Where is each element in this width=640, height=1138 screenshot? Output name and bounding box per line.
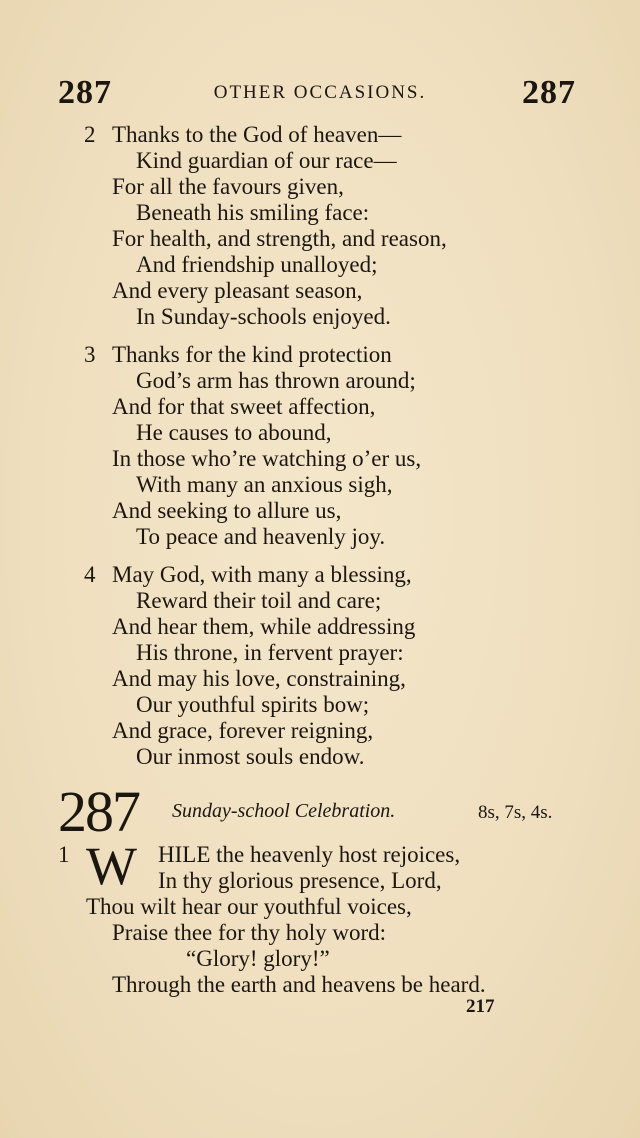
verse-line <box>0 472 640 498</box>
verse-line <box>0 640 640 666</box>
verse-line <box>0 666 640 692</box>
verse-line-text: And for that sweet affection, <box>112 394 376 419</box>
verse-line-text: In those who’re watching o’er us, <box>112 446 422 471</box>
verse-line <box>0 588 640 614</box>
hymn-title: Sunday-school Celebration. <box>172 800 396 822</box>
verse-line-text: Kind guardian of our race— <box>136 148 397 173</box>
verse-2 <box>0 122 640 330</box>
header-section-title: OTHER OCCASIONS. <box>213 82 427 103</box>
verse-line <box>0 226 640 252</box>
verse-number: 3 <box>84 342 96 367</box>
verse-line-text: Praise thee for thy holy word: <box>112 920 387 945</box>
verse-line-text: And seeking to allure us, <box>112 498 342 523</box>
verse-line <box>0 972 640 998</box>
verse-number: 2 <box>84 122 96 147</box>
verse-line-text: May God, with many a blessing, <box>112 562 412 587</box>
verse-line-text: Through the earth and heavens be heard. <box>112 972 486 997</box>
verse-line-text: Beneath his smiling face: <box>136 200 370 225</box>
verse-line-text: For all the favours given, <box>112 174 344 199</box>
verse-line <box>0 394 640 420</box>
verse-line <box>0 122 640 148</box>
verse-line-text: And grace, forever reigning, <box>112 718 374 743</box>
verse-line-text: Thou wilt hear our youthful voices, <box>86 894 412 919</box>
verse-line <box>0 614 640 640</box>
header-hymn-number-right: 287 <box>522 74 576 111</box>
verse-line <box>0 420 640 446</box>
verse-line-text: To peace and heavenly joy. <box>136 524 386 549</box>
verse-line <box>0 278 640 304</box>
verse-line-text: HILE the heavenly host rejoices, <box>158 842 461 867</box>
verse-3 <box>0 342 640 550</box>
verse-line <box>0 148 640 174</box>
page-number: 217 <box>466 996 495 1017</box>
verse-line <box>0 894 640 920</box>
verse-line-text: Thanks to the God of heaven— <box>112 122 402 147</box>
verse-line-text: God’s arm has thrown around; <box>136 368 416 393</box>
verse-line <box>0 744 640 770</box>
verse-line-text: And hear them, while addressing <box>112 614 416 639</box>
verse-line <box>0 304 640 330</box>
verse-4 <box>0 562 640 770</box>
verse-number: 1 <box>58 842 70 867</box>
verse-line-text: Reward their toil and care; <box>136 588 382 613</box>
verse-number: 4 <box>84 562 96 587</box>
hymn-verse-1 <box>0 836 640 998</box>
verse-line-text: In Sunday-schools enjoyed. <box>136 304 391 329</box>
verse-line-text: With many an anxious sigh, <box>136 472 393 497</box>
verse-line <box>0 498 640 524</box>
verse-line <box>0 342 640 368</box>
verse-line-text: In thy glorious presence, Lord, <box>158 868 442 893</box>
verse-line-text: His throne, in fervent prayer: <box>136 640 404 665</box>
running-header <box>0 72 640 112</box>
hymn-heading <box>0 779 640 844</box>
verse-line-text: “Glory! glory!” <box>186 946 330 971</box>
verse-line-text: Thanks for the kind protection <box>112 342 392 367</box>
verse-line <box>0 368 640 394</box>
verse-line <box>0 868 640 894</box>
verse-line <box>0 946 640 972</box>
hymn-meter: 8s, 7s, 4s. <box>478 802 553 823</box>
verse-line <box>0 446 640 472</box>
verse-line <box>0 174 640 200</box>
verse-line <box>0 562 640 588</box>
verse-line-text: For health, and strength, and reason, <box>112 226 447 251</box>
verse-line-text: And every pleasant season, <box>112 278 363 303</box>
hymn-number: 287 <box>58 779 139 844</box>
verse-line <box>0 252 640 278</box>
verse-line-text: And friendship unalloyed; <box>136 252 378 277</box>
verse-line <box>0 692 640 718</box>
verse-line-text: Our inmost souls endow. <box>136 744 365 769</box>
verse-line-text: And may his love, constraining, <box>112 666 406 691</box>
verse-line <box>0 920 640 946</box>
verse-line-text: He causes to abound, <box>136 420 332 445</box>
verse-line <box>0 524 640 550</box>
header-hymn-number-left: 287 <box>58 74 112 111</box>
verse-line-text: Our youthful spirits bow; <box>136 692 370 717</box>
drop-cap: W <box>86 836 137 896</box>
verse-line <box>0 200 640 226</box>
verse-line <box>0 718 640 744</box>
